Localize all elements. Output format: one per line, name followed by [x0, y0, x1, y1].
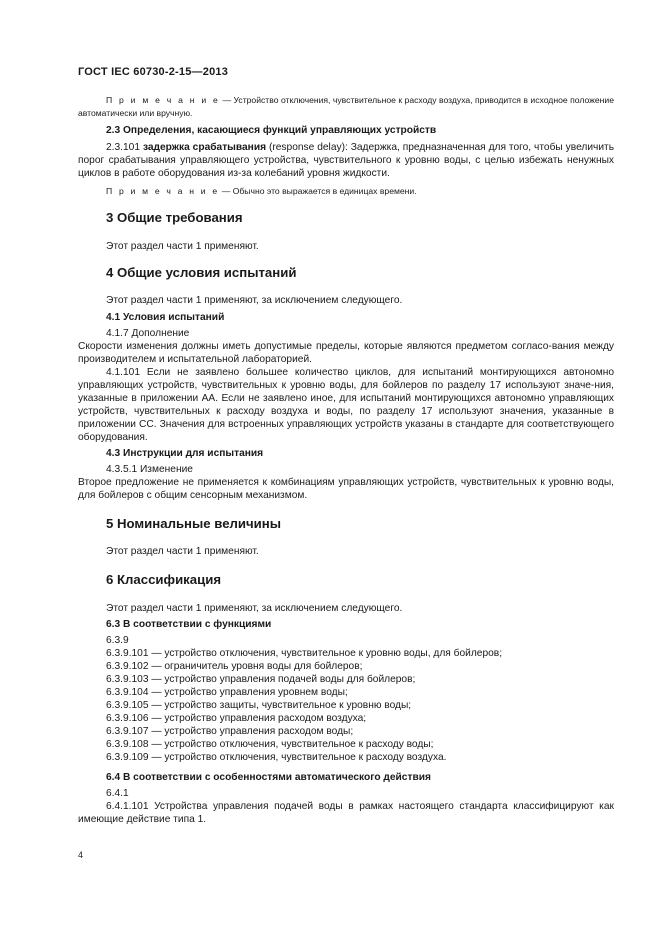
section-4-3-heading: 4.3 Инструкции для испытания — [106, 448, 264, 459]
section-6-3-heading: 6.3 В соответствии с функциями — [106, 619, 272, 630]
section-4-3-5-1-heading: 4.3.5.1 Изменение — [106, 464, 193, 475]
note-text: — Устройство отключения, чувствительное к расходу воздуха, приводится в исходное положение автоматически или вручную. — [78, 95, 614, 118]
section-4-heading: 4 Общие условия испытаний — [106, 265, 297, 280]
section-6-heading: 6 Классификация — [106, 572, 222, 587]
definition-2-3-101 — [78, 141, 614, 180]
section-4-1-101-text: 4.1.101 Если не заявлено большее количество циклов, для испытаний монтирующихся автономно управляющих устройств, чувствительных к уровню воды, для бойлеров по разделу 17 используют значе-ния, указанные в приложении АА. Если не заявлено иное, для испытаний монтирующихся автономно управляющих устройств, чувствительных к расходу воздуха и воды, по разделу 17 используют значения, указанные в приложении СС. Значения для встроенных управляющих устройств указаны в стандарте для соответствующего оборудования. — [78, 367, 614, 443]
list-item: 6.3.9.105 — устройство защиты, чувствительное к уровню воды; — [106, 700, 412, 711]
note-label: П р и м е ч а н и е — [106, 95, 220, 105]
section-6-4-1-101-text: 6.4.1.101 Устройства управления подачей воды в рамках настоящего стандарта классифицируют как имеющие действие типа 1. — [78, 801, 614, 825]
section-2-3-heading: 2.3 Определения, касающиеся функций управляющих устройств — [106, 125, 437, 136]
document-header: ГОСТ IEC 60730-2-15—2013 — [78, 66, 229, 78]
definition-term: задержка срабатывания — [142, 142, 267, 153]
list-item: 6.3.9.104 — устройство управления уровнем воды; — [106, 687, 348, 698]
list-item: 6.3.9.101 — устройство отключения, чувствительное к уровню воды, для бойлеров; — [106, 648, 503, 659]
note-air-flow-reset — [78, 94, 614, 119]
section-5-heading: 5 Номинальные величины — [106, 516, 282, 531]
section-6-text: Этот раздел части 1 применяют, за исключением следующего. — [106, 603, 403, 614]
list-item: 6.3.9.102 — ограничитель уровня воды для бойлеров; — [106, 661, 363, 672]
list-item: 6.3.9 — [106, 635, 129, 646]
note-text: — Обычно это выражается в единицах времени. — [219, 186, 417, 196]
section-4-3-5-1-text: Второе предложение не применяется к комбинациям управляющих устройств, чувствительных к уровню воды, для бойлеров с общим сенсорным механизмом. — [78, 477, 614, 501]
section-4-1-7-heading: 4.1.7 Дополнение — [106, 328, 190, 339]
list-item: 6.3.9.109 — устройство отключения, чувствительное к расходу воздуха. — [106, 752, 447, 763]
note-label: П р и м е ч а н и е — [106, 186, 220, 196]
list-item: 6.3.9.103 — устройство управления подачей воды для бойлеров; — [106, 674, 416, 685]
list-item: 6.3.9.107 — устройство управления расходом воды; — [106, 726, 354, 737]
section-4-1-heading: 4.1 Условия испытаний — [106, 312, 225, 323]
definition-number: 2.3.101 — [106, 142, 143, 153]
section-6-4-1-heading: 6.4.1 — [106, 788, 129, 799]
section-3-heading: 3 Общие требования — [106, 210, 243, 225]
definition-text: (response delay): Задержка, предназначенная для того, чтобы увеличить порог срабатывания управляющего устройства, чувствительного к уровню воды, с целью избежать ненужных циклов в работе оборудования из-за колебаний уровня жидкости. — [78, 142, 615, 179]
page-number: 4 — [78, 850, 84, 860]
list-item: 6.3.9.106 — устройство управления расходом воздуха; — [106, 713, 367, 724]
section-4-1-7-text: Скорости изменения должны иметь допустимые пределы, которые являются предметом согласо-вания между производителем и испытательной лабораторией. — [78, 341, 614, 365]
list-item: 6.3.9.108 — устройство отключения, чувствительное к расходу воды; — [106, 739, 434, 750]
note-time-units — [78, 185, 614, 198]
section-4-text: Этот раздел части 1 применяют, за исключением следующего. — [106, 295, 403, 306]
section-5-text: Этот раздел части 1 применяют. — [106, 546, 259, 557]
section-6-4-heading: 6.4 В соответствии с особенностями автоматического действия — [106, 772, 431, 783]
section-6-3-list — [78, 634, 614, 764]
section-3-text: Этот раздел части 1 применяют. — [106, 241, 259, 252]
